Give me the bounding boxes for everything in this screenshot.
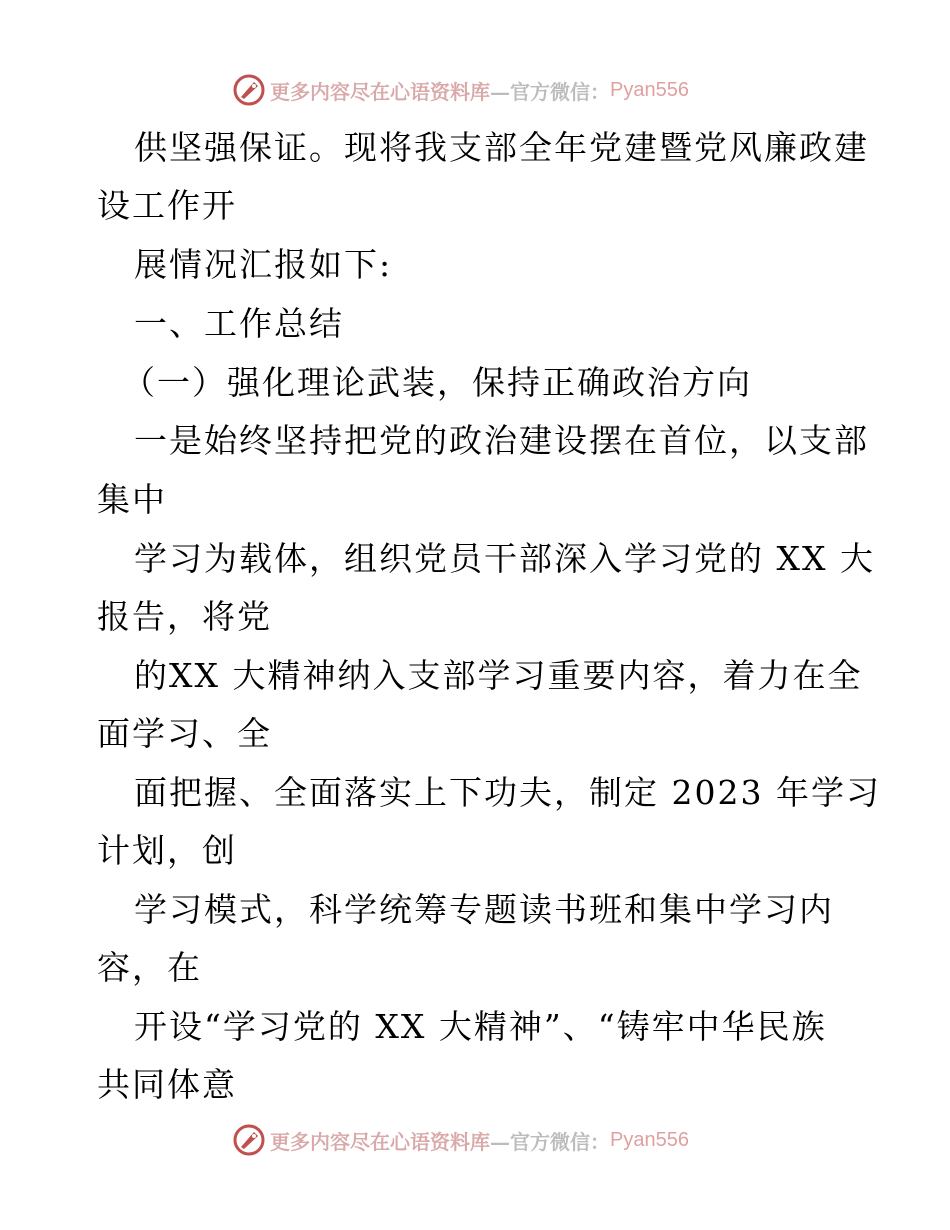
text-line: 共同体意 [97,1065,237,1104]
watermark-id-text: Pyan556 [610,1128,689,1151]
text-line: 集中 [97,480,167,519]
text-line: 学习为载体，组织党员干部深入学习党的 XX 大 [134,539,875,578]
text-line: 一是始终坚持把党的政治建设摆在首位，以支部 [134,421,869,460]
text-line: 面把握、全面落实上下功夫，制定 2023 年学习 [134,773,881,812]
text-line: 的XX 大精神纳入支部学习重要内容，着力在全 [134,656,863,695]
text-line: 设工作开 [97,186,237,225]
watermark-id-text: Pyan556 [610,78,689,101]
text-line: 报告，将党 [97,597,272,636]
watermark-sub-text: —官方微信： [490,79,610,104]
header-watermark [232,70,689,110]
text-line: 开设“学习党的 XX 大精神”、“铸牢中华民族 [134,1007,827,1046]
footer-watermark [232,1120,689,1160]
pen-nib-logo-icon [232,1123,266,1157]
subsection-heading: （一）强化理论武装，保持正确政治方向 [122,363,752,402]
text-line: 面学习、全 [97,714,272,753]
text-line: 计划，创 [97,831,237,870]
watermark-main-text: 更多内容尽在心语资料库 [270,1129,490,1154]
section-heading: 一、工作总结 [134,304,344,343]
watermark-main-text: 更多内容尽在心语资料库 [270,79,490,104]
text-line: 容，在 [97,948,202,987]
text-line: 供坚强保证。现将我支部全年党建暨党风廉政建 [134,128,869,167]
watermark-sub-text: —官方微信： [490,1129,610,1154]
pen-nib-logo-icon [232,73,266,107]
text-line: 学习模式，科学统筹专题读书班和集中学习内 [134,890,834,929]
text-line: 展情况汇报如下: [134,245,393,284]
